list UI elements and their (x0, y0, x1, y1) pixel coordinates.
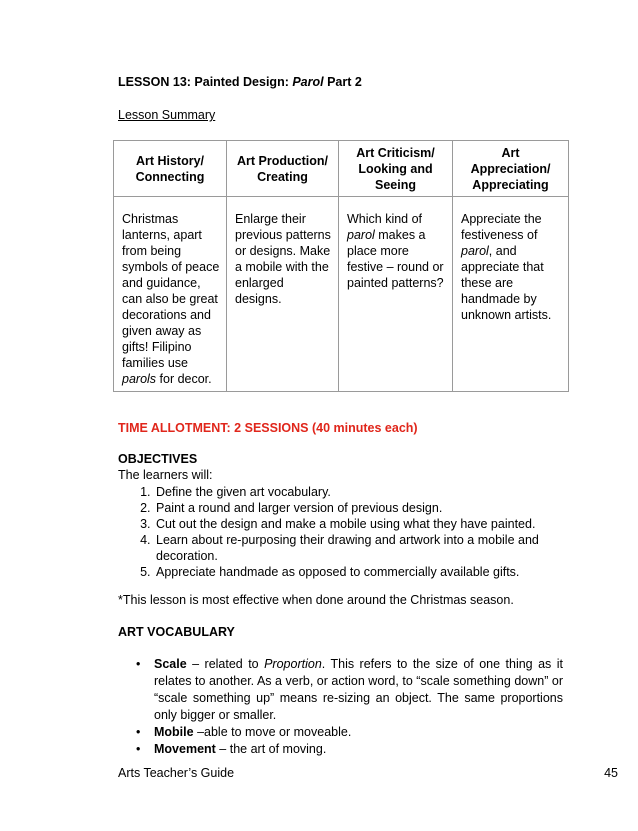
header-art-appreciation: Art Appreciation/ Appreciating (470, 145, 551, 192)
table-row (114, 197, 569, 392)
vocabulary-list (118, 656, 563, 758)
footer-guide-title: Arts Teacher’s Guide (118, 766, 235, 780)
art-production-text: Enlarge their previous patterns or designs. Make a mobile with the enlarged designs. (235, 212, 331, 306)
header-art-criticism: Art Criticism/ Looking and Seeing (356, 145, 435, 192)
text-segment: , and appreciate that these are handmade by unknown artists. (461, 244, 552, 322)
text-segment: Christmas lanterns, apart from being symbols of peace and guidance, can also be great decorations and given away as gifts! Filipino families use (122, 212, 220, 370)
season-note: *This lesson is most effective when done around the Christmas season. (118, 593, 514, 607)
list-item (118, 741, 563, 758)
title-prefix: LESSON 13: Painted Design: (118, 75, 293, 89)
lesson-title (118, 75, 362, 89)
italic-term: parol (461, 244, 489, 258)
bullet-icon: • (136, 725, 141, 739)
title-italic: Parol (292, 75, 324, 89)
table-cell (453, 197, 569, 392)
list-item: 4. Learn about re-purposing their drawing and artwork into a mobile and decoration. (154, 532, 574, 564)
table-header-cell (339, 141, 453, 197)
vocabulary-heading: ART VOCABULARY (118, 625, 235, 639)
bullet-icon: • (136, 657, 141, 671)
time-allotment: TIME ALLOTMENT: 2 SESSIONS (40 minutes each) (118, 421, 418, 435)
table-header-cell (453, 141, 569, 197)
vocab-term: Mobile (154, 725, 194, 739)
text-segment: makes a place more festive – round or painted patterns? (347, 228, 444, 290)
text-segment: Which kind of (347, 212, 423, 226)
list-item (118, 656, 563, 724)
text-segment: – related to (186, 657, 265, 671)
text-segment: for decor. (156, 372, 212, 386)
header-art-production: Art Production/ Creating (237, 153, 328, 184)
objectives-list (118, 484, 574, 580)
art-criticism-text (339, 197, 452, 291)
list-item: 2. Paint a round and larger version of previous design. (154, 500, 574, 516)
objectives-intro: The learners will: (118, 468, 213, 482)
art-appreciation-text (453, 197, 568, 323)
italic-term: parols (122, 372, 157, 386)
list-item: 1. Define the given art vocabulary. (154, 484, 574, 500)
vocab-term: Movement (154, 742, 216, 756)
header-art-history: Art History/ Connecting (135, 153, 205, 184)
text-segment: Appreciate the festiveness of (461, 212, 542, 242)
art-history-text (114, 197, 226, 387)
table-header-row (114, 141, 569, 197)
vocab-term: Scale (154, 657, 187, 671)
table-header-cell (227, 141, 339, 197)
objectives-heading: OBJECTIVES (118, 452, 198, 466)
lesson-summary-table (113, 140, 569, 392)
italic-term: Proportion (264, 657, 322, 671)
page-number: 45 (604, 766, 618, 780)
table-cell (114, 197, 227, 392)
text-segment: . This refers to the size of one thing as it relates to another. As a verb, or action word, to “scale something down” or “scale something up” means re-sizing an object. The same proportions only bigger or smaller. (154, 657, 563, 722)
list-item (118, 724, 563, 741)
bullet-icon: • (136, 742, 141, 756)
table-cell (227, 197, 339, 392)
table-header-cell (114, 141, 227, 197)
lesson-summary-heading: Lesson Summary (118, 108, 216, 122)
italic-term: parol (347, 228, 375, 242)
table-cell (339, 197, 453, 392)
list-item: 3. Cut out the design and make a mobile using what they have painted. (154, 516, 574, 532)
vocab-definition: – the art of moving. (215, 742, 327, 756)
vocab-definition: –able to move or moveable. (193, 725, 352, 739)
list-item: 5. Appreciate handmade as opposed to commercially available gifts. (154, 564, 574, 580)
title-suffix: Part 2 (323, 75, 362, 89)
